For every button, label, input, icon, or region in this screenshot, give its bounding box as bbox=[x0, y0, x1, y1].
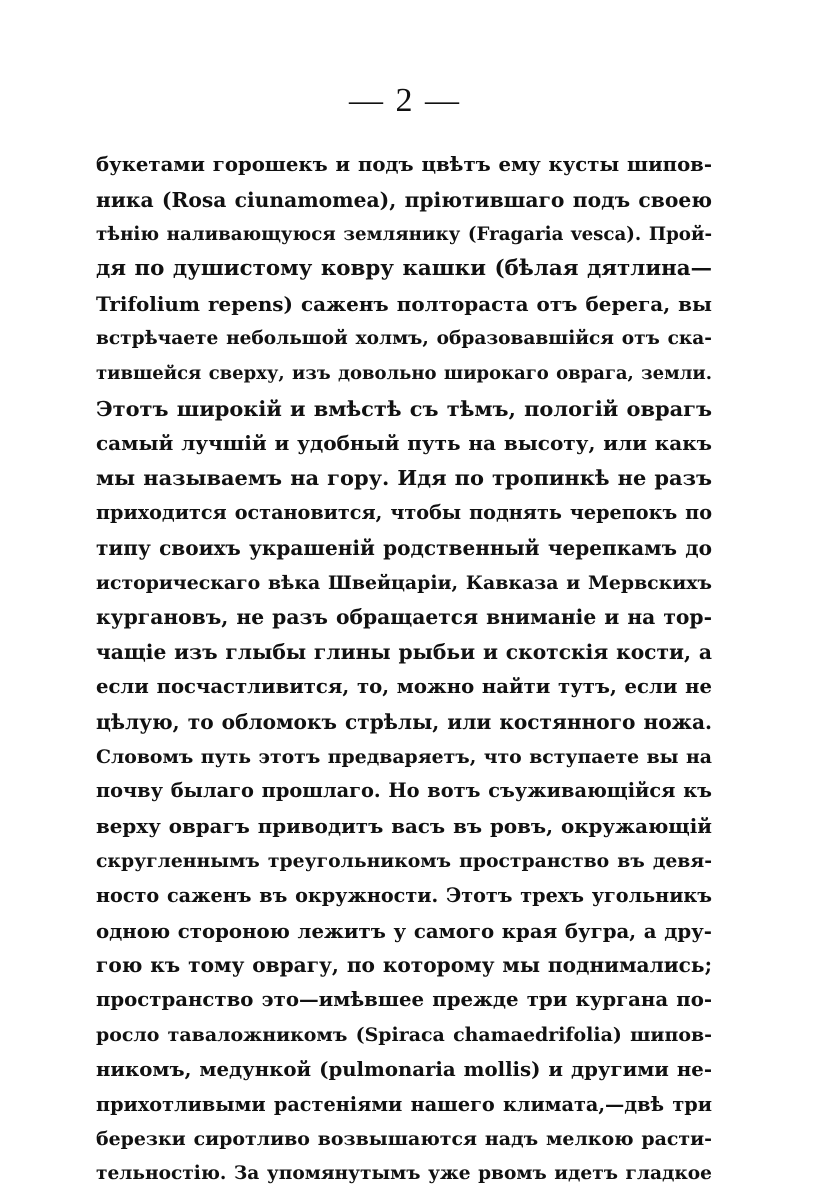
text-line: росло таваложникомъ (Spiraca chamaedrifolia) шипов- bbox=[96, 1023, 712, 1046]
text-line: ника (Rosa ciunamomea), пріютившаго подъ своею bbox=[96, 187, 712, 212]
text-line: тельностію. За упомянутымъ уже рвомъ идетъ гладкое bbox=[96, 1163, 712, 1185]
text-line: Trifolium repens) саженъ полтораста отъ берега, вы bbox=[96, 292, 712, 317]
text-line: тившейся сверху, изъ довольно широкаго оврага, земли. bbox=[96, 362, 712, 384]
text-line: березки сиротливо возвышаются надъ мелкою расти- bbox=[96, 1128, 712, 1151]
text-line: верху оврагъ приводитъ васъ въ ровъ, окружающій bbox=[96, 814, 712, 839]
text-line: цѣлую, то обломокъ стрѣлы, или костянного ножа. bbox=[96, 709, 712, 734]
text-line: встрѣчаете небольшой холмъ, образовавшійся отъ ска- bbox=[96, 327, 712, 349]
text-line: дя по душистому ковру кашки (бѣлая дятлина— bbox=[96, 256, 712, 282]
text-line: гою къ тому оврагу, по которому мы поднимались; bbox=[96, 953, 712, 978]
text-line: приходится остановится, чтобы поднять черепокъ по bbox=[96, 500, 712, 524]
text-line: самый лучшій и удобный путь на высоту, или какъ bbox=[96, 431, 712, 456]
text-line: чащіе изъ глыбы глины рыбьи и скотскія кости, а bbox=[96, 640, 712, 665]
text-line: одною стороною лежитъ у самого края бугра, а дру- bbox=[96, 918, 712, 943]
text-line: букетами горошекъ и подъ цвѣтъ ему кусты шипов- bbox=[96, 153, 712, 176]
text-line: историческаго вѣка Швейцаріи, Кавказа и Мервскихъ bbox=[96, 571, 712, 594]
text-line: пространство это—имѣвшее прежде три кургана по- bbox=[96, 988, 712, 1012]
page-number: — 2 — bbox=[349, 82, 461, 119]
text-line: почву былаго прошлаго. Но вотъ съуживающійся къ bbox=[96, 779, 712, 803]
body-text bbox=[96, 148, 712, 1192]
text-line: кургановъ, не разъ обращается вниманіе и на тор- bbox=[96, 605, 712, 630]
text-line: если посчастливится, то, можно найти тутъ, если не bbox=[96, 674, 712, 698]
text-line: тѣнію наливающуюся землянику (Fragaria vesca). Прой- bbox=[96, 223, 712, 245]
text-line: скругленнымъ треугольникомъ пространство въ девя- bbox=[96, 849, 712, 872]
text-line: Этотъ широкій и вмѣстѣ съ тѣмъ, пологій оврагъ bbox=[96, 395, 712, 421]
text-line: Словомъ путь этотъ предваряетъ, что вступаете вы на bbox=[96, 745, 712, 768]
text-line: никомъ, медункой (pulmonaria mollis) и другими не- bbox=[96, 1057, 712, 1081]
text-line: носто саженъ въ окружности. Этотъ трехъ угольникъ bbox=[96, 883, 712, 907]
text-line: мы называемъ на гору. Идя по тропинкѣ не разъ bbox=[96, 465, 712, 491]
text-line: типу своихъ украшеній родственный черепкамъ до bbox=[96, 535, 712, 560]
text-line: прихотливыми растеніями нашего климата,—двѣ три bbox=[96, 1092, 712, 1116]
